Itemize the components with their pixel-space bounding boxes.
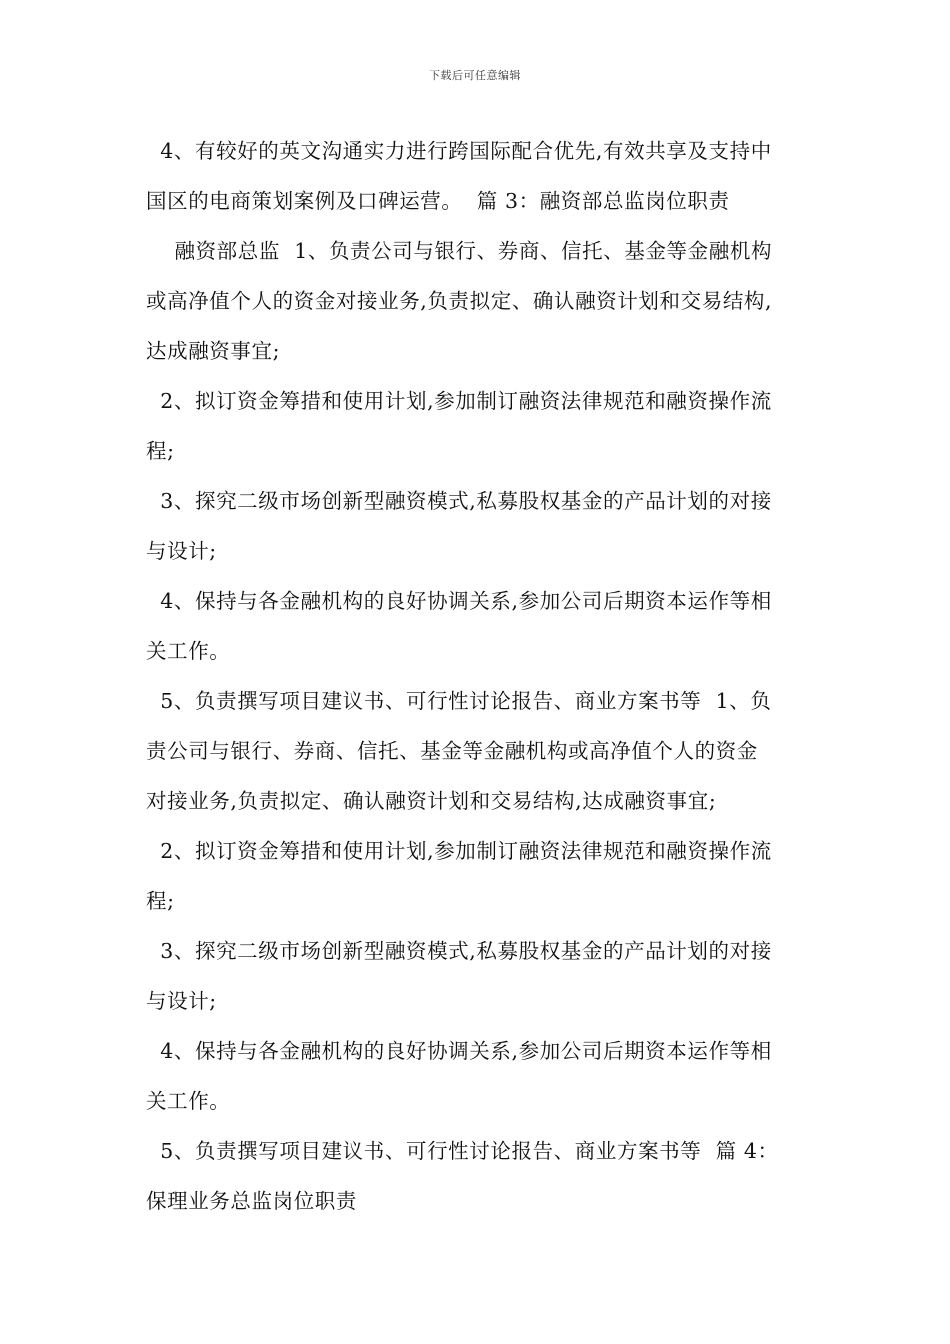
text-line: 达成融资事宜; — [146, 339, 281, 363]
page-header: 下载后可任意编辑 — [429, 69, 521, 82]
text-line: 4、保持与各金融机构的良好协调关系,参加公司后期资本运作等相 — [146, 1039, 772, 1063]
text-line: 3、探究二级市场创新型融资模式,私募股权基金的产品计划的对接 — [146, 939, 772, 963]
text-line: 4、保持与各金融机构的良好协调关系,参加公司后期资本运作等相 — [146, 589, 772, 613]
text-line: 5、负责撰写项目建议书、可行性讨论报告、商业方案书等 1、负 — [146, 689, 772, 713]
text-line: 对接业务,负责拟定、确认融资计划和交易结构,达成融资事宜; — [146, 789, 717, 813]
text-line: 3、探究二级市场创新型融资模式,私募股权基金的产品计划的对接 — [146, 489, 772, 513]
text-line: 融资部总监 1、负责公司与银行、券商、信托、基金等金融机构 — [146, 239, 773, 263]
text-line: 保理业务总监岗位职责 — [146, 1189, 357, 1213]
text-line: 5、负责撰写项目建议书、可行性讨论报告、商业方案书等 篇 4： — [146, 1139, 779, 1163]
text-line: 与设计; — [146, 989, 217, 1013]
text-line: 与设计; — [146, 539, 217, 563]
text-line: 关工作。 — [146, 1089, 231, 1113]
text-line: 或高净值个人的资金对接业务,负责拟定、确认融资计划和交易结构, — [146, 289, 773, 313]
text-line: 责公司与银行、券商、信托、基金等金融机构或高净值个人的资金 — [146, 739, 758, 763]
text-line: 关工作。 — [146, 639, 231, 663]
text-line: 2、拟订资金筹措和使用计划,参加制订融资法律规范和融资操作流 — [146, 389, 772, 413]
text-line: 程; — [146, 889, 175, 913]
text-line: 2、拟订资金筹措和使用计划,参加制订融资法律规范和融资操作流 — [146, 839, 772, 863]
text-line: 程; — [146, 439, 175, 463]
text-line: 国区的电商策划案例及口碑运营。 篇 3：融资部总监岗位职责 — [146, 189, 730, 213]
text-line: 4、有较好的英文沟通实力进行跨国际配合优先,有效共享及支持中 — [146, 139, 772, 163]
document-body — [146, 126, 812, 1226]
